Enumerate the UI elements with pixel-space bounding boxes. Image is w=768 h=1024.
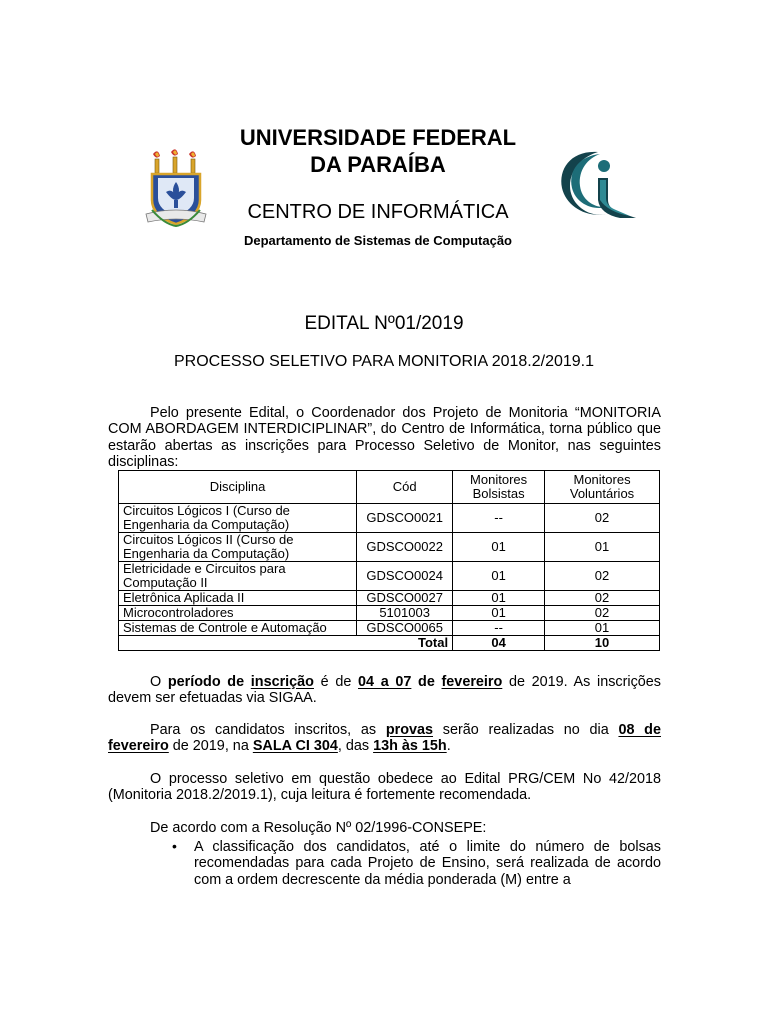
cell-voluntarios: 02: [545, 504, 660, 533]
periodo-inscricao: inscrição: [250, 674, 314, 690]
provas-text: Para os candidatos inscritos, as: [150, 722, 386, 738]
cell-disciplina: Microcontroladores: [119, 606, 357, 621]
cell-voluntarios: 02: [545, 562, 660, 591]
centro-title: CENTRO DE INFORMÁTICA: [247, 201, 509, 223]
cell-disciplina: Sistemas de Controle e Automação: [119, 621, 357, 636]
cell-bolsistas: 01: [453, 606, 545, 621]
edital-title: EDITAL Nº01/2019: [304, 313, 464, 334]
provas-date: 08 de fevereiro: [108, 722, 661, 755]
cell-bolsistas: 01: [453, 533, 545, 562]
cell-disciplina: Circuitos Lógicos I (Curso de Engenharia da Computação): [119, 504, 357, 533]
ufpb-crest-logo: [144, 148, 208, 230]
cell-voluntarios: 01: [545, 533, 660, 562]
table-header-row: [119, 471, 660, 504]
header-cod: Cód: [357, 471, 453, 504]
torch-icon: [189, 151, 196, 173]
provas-room: SALA CI 304: [252, 738, 338, 755]
disciplinas-table: [118, 470, 660, 651]
header-bolsistas: Monitores Bolsistas: [453, 471, 545, 504]
cell-bolsistas: --: [453, 504, 545, 533]
cell-cod: GDSCO0021: [357, 504, 453, 533]
provas-time: 13h às 15h: [373, 738, 447, 755]
cell-cod: GDSCO0027: [357, 591, 453, 606]
cell-bolsistas: 01: [453, 591, 545, 606]
torch-icon: [153, 151, 160, 173]
cell-bolsistas: --: [453, 621, 545, 636]
periodo-text: de 2019. As inscrições devem ser efetuadas via SIGAA.: [108, 674, 661, 707]
cell-voluntarios: 02: [545, 591, 660, 606]
table-row: [119, 562, 660, 591]
provas-text: .: [446, 738, 451, 755]
table-row: [119, 606, 660, 621]
periodo-bold: de: [411, 674, 442, 690]
table-row: [119, 533, 660, 562]
table-total-row: [119, 636, 660, 651]
processo-paragraph: O processo seletivo em questão obedece ao Edital PRG/CEM No 42/2018 (Monitoria 2018.2/2019.1), cuja leitura é fortemente recomendada.: [108, 771, 661, 804]
university-title-line2: DA PARAÍBA: [310, 152, 446, 177]
periodo-month: fevereiro: [441, 674, 503, 690]
cell-disciplina: Circuitos Lógicos II (Curso de Engenharia da Computação): [119, 533, 357, 562]
cell-bolsistas: 01: [453, 562, 545, 591]
centro-informatica-logo: [558, 148, 640, 222]
cell-disciplina: Eletricidade e Circuitos para Computação II: [119, 562, 357, 591]
periodo-dates: 04 a 07: [358, 674, 412, 690]
departamento-title: Departamento de Sistemas de Computação: [243, 233, 513, 248]
total-bolsistas: 04: [453, 636, 545, 651]
university-title: [218, 124, 538, 178]
cell-cod: GDSCO0065: [357, 621, 453, 636]
cell-cod: 5101003: [357, 606, 453, 621]
cell-cod: GDSCO0024: [357, 562, 453, 591]
university-title-line1: UNIVERSIDADE FEDERAL: [239, 125, 517, 150]
provas-text: serão realizadas no dia: [433, 722, 619, 738]
cell-disciplina: Eletrônica Aplicada II: [119, 591, 357, 606]
table-row: [119, 591, 660, 606]
header-disciplina: Disciplina: [119, 471, 357, 504]
header-voluntarios: Monitores Voluntários: [545, 471, 660, 504]
torch-icon: [171, 149, 178, 173]
table-row: [119, 621, 660, 636]
bullet-icon: •: [172, 838, 177, 854]
total-voluntarios: 10: [545, 636, 660, 651]
cell-voluntarios: 01: [545, 621, 660, 636]
processo-title: PROCESSO SELETIVO PARA MONITORIA 2018.2/2019.1: [173, 353, 595, 370]
cell-cod: GDSCO0022: [357, 533, 453, 562]
periodo-paragraph: [108, 674, 661, 707]
acordo-paragraph: De acordo com a Resolução Nº 02/1996-CONSEPE:: [150, 820, 487, 836]
provas-text: de 2019, na: [168, 738, 253, 755]
provas-label: provas: [385, 722, 434, 738]
provas-text: , das: [337, 738, 374, 755]
bullet-item: A classificação dos candidatos, até o limite do número de bolsas recomendadas para cada Projeto de Ensino, será realizada de acordo com a ordem decrescente da média ponderada (M) entre a: [194, 839, 661, 888]
periodo-text: é de: [313, 674, 359, 690]
periodo-text: O: [150, 674, 168, 690]
intro-paragraph: Pelo presente Edital, o Coordenador dos Projeto de Monitoria “MONITORIA COM ABORDAGEM INTERDICIPLINAR”, do Centro de Informática, torna público que estarão abertas as inscrições para Processo Seletivo de Monitor, nas seguintes disciplinas:: [108, 405, 661, 470]
table-row: [119, 504, 660, 533]
cell-voluntarios: 02: [545, 606, 660, 621]
periodo-bold: período de: [167, 674, 251, 690]
total-label: Total: [119, 636, 453, 651]
provas-paragraph: [108, 722, 661, 755]
